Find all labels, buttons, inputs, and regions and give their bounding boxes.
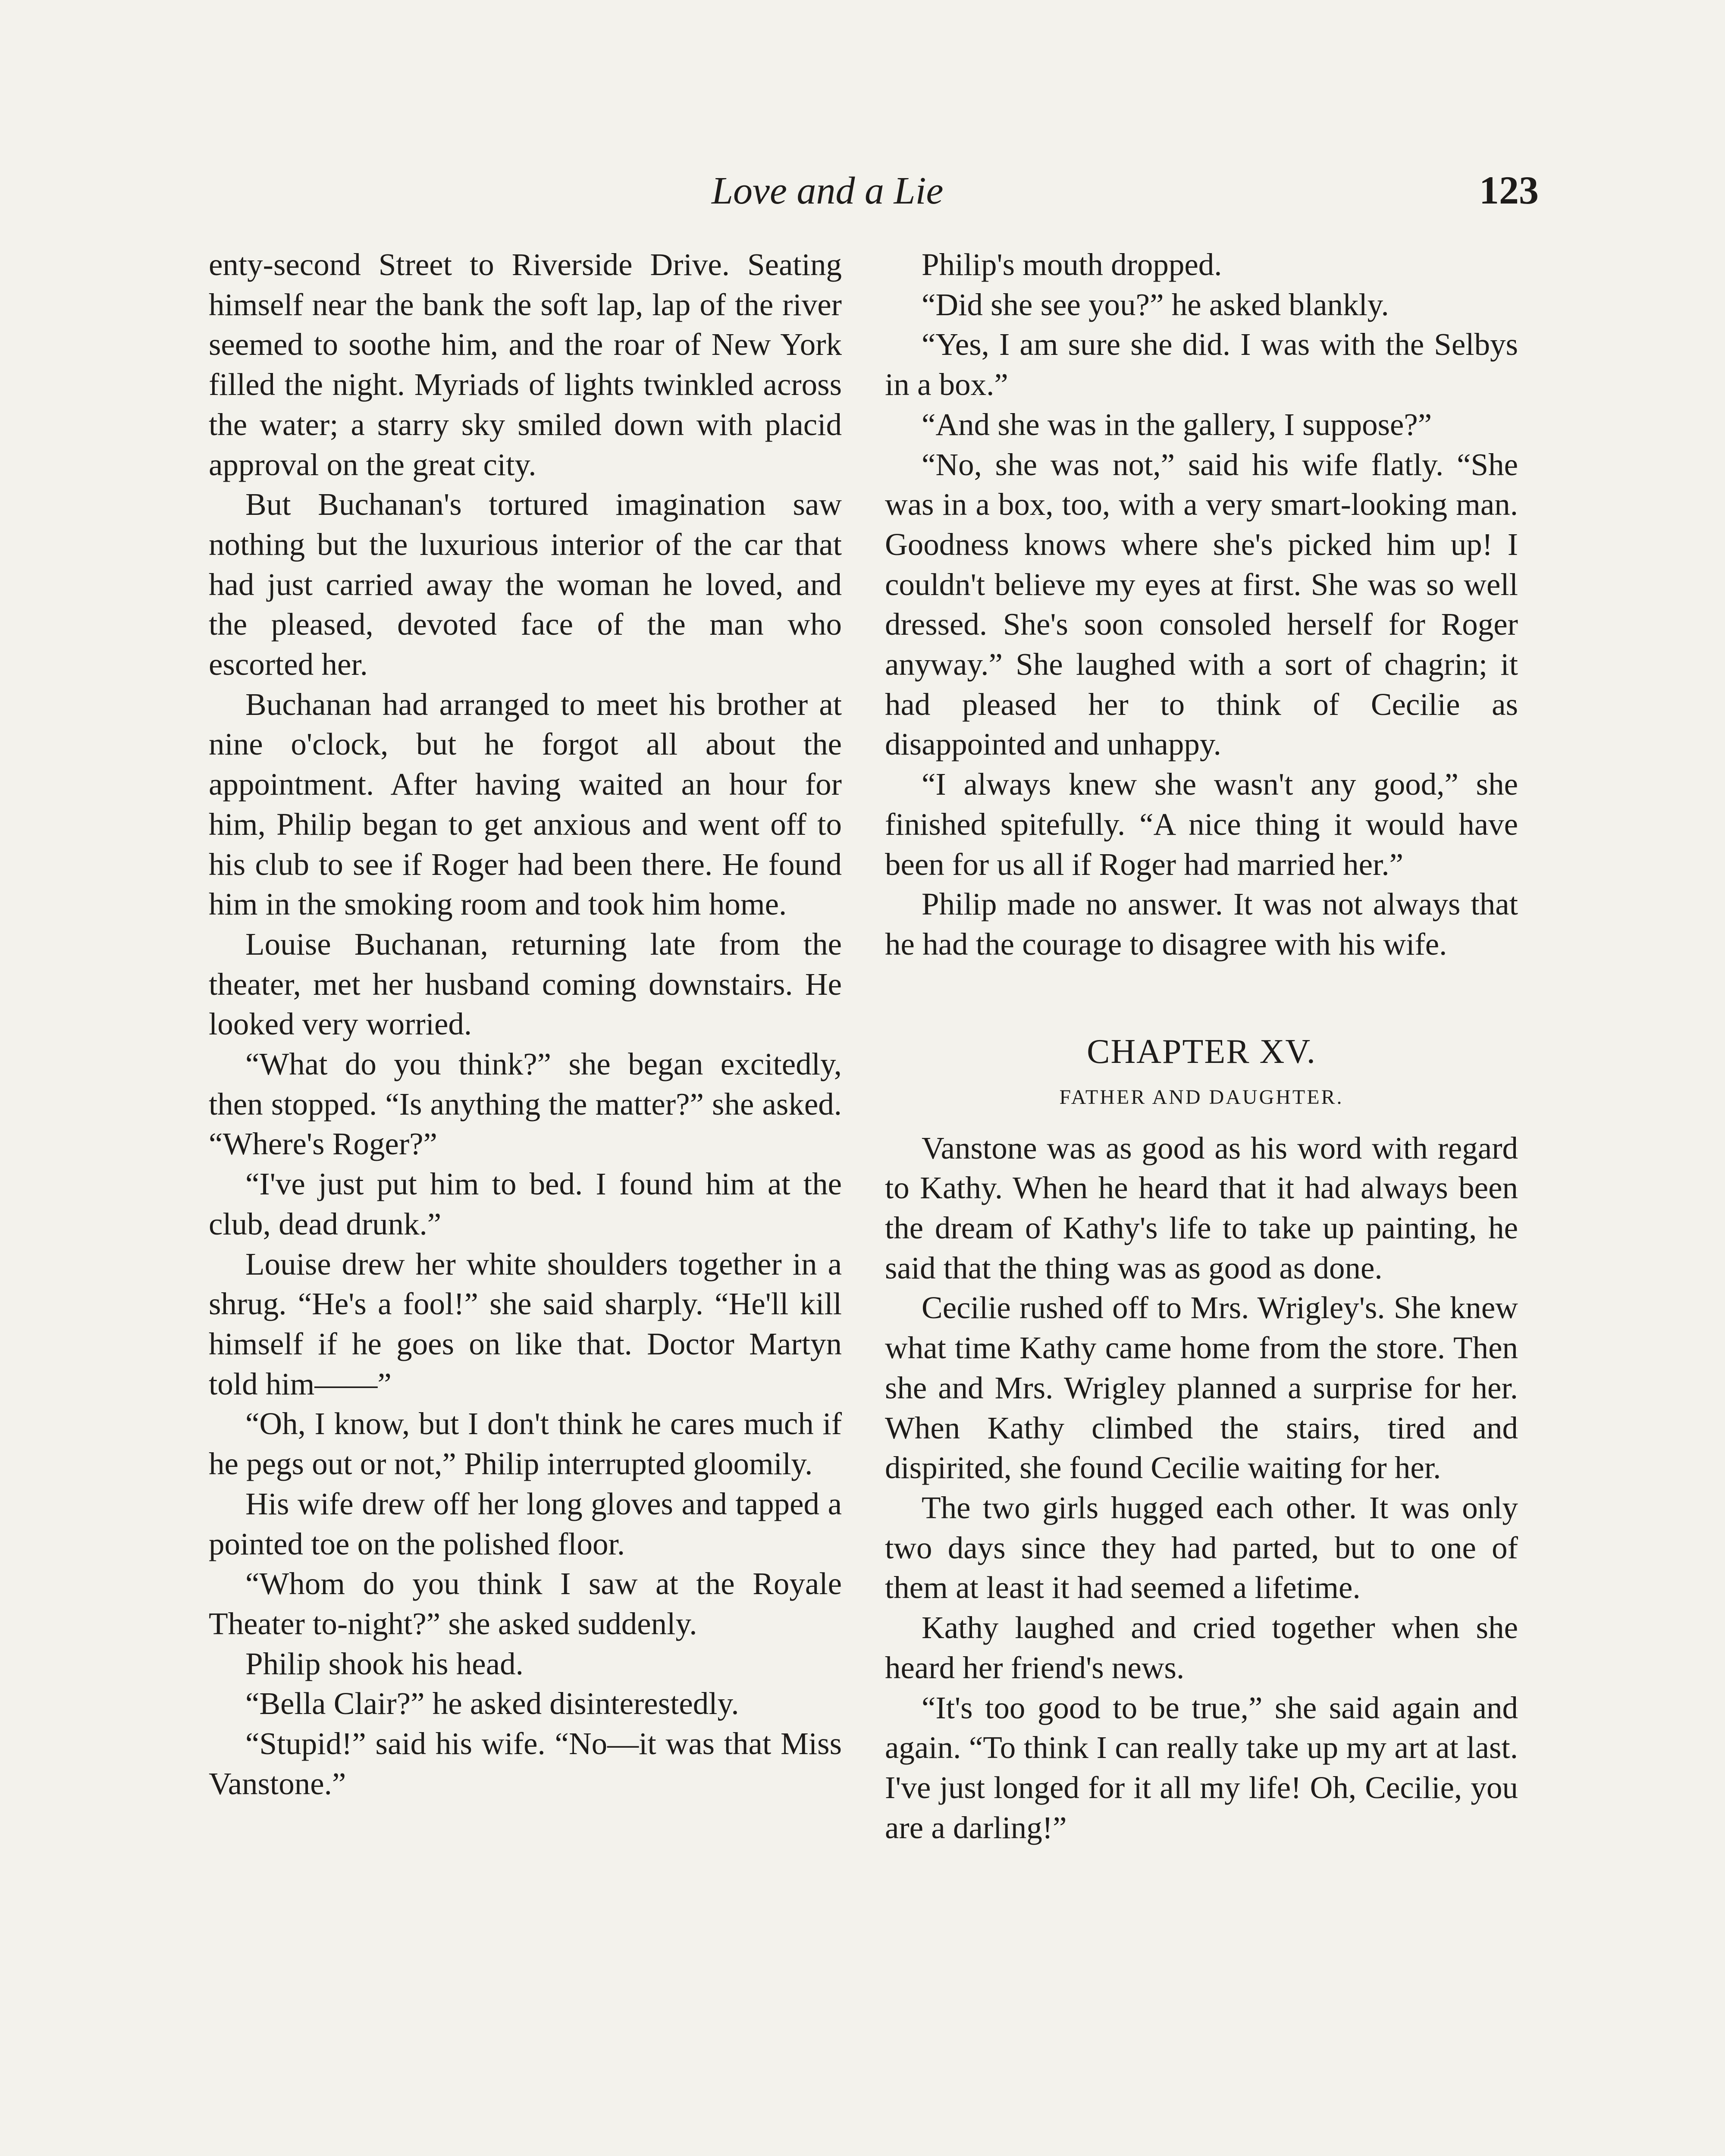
paragraph: “Yes, I am sure she did. I was with the Selbys in a box.”: [885, 327, 1518, 402]
chapter-subtitle: FATHER AND DAUGHTER.: [1059, 1085, 1344, 1109]
paragraph: Louise drew her white shoulders together in a shrug. “He's a fool!” she said sharply. “He'll kill himself if he goes on like that. Doctor Martyn told him——”: [209, 1246, 842, 1401]
paragraph: “I always knew she wasn't any good,” she finished spitefully. “A nice thing it would have been for us all if Roger had married her.”: [885, 767, 1518, 882]
paragraph: “Stupid!” said his wife. “No—it was that Miss Vanstone.”: [209, 1726, 842, 1801]
right-text-column: [885, 245, 1518, 1848]
paragraph: But Buchanan's tortured imagination saw nothing but the luxurious interior of the car that had just carried away the woman he loved, and the pleased, devoted face of the man who escorted her.: [209, 487, 842, 682]
paragraph: “Oh, I know, but I don't think he cares much if he pegs out or not,” Philip interrupted gloomily.: [209, 1406, 842, 1482]
paragraph: enty-second Street to Riverside Drive. Seating himself near the bank the soft lap, lap of the river seemed to soothe him, and the roar of New York filled the night. Myriads of lights twinkled across the water; a starry sky smiled down with placid approval on the great city.: [209, 247, 842, 482]
paragraph: “Did she see you?” he asked blankly.: [922, 287, 1389, 322]
chapter-heading: CHAPTER XV.: [1087, 1032, 1316, 1071]
left-text-column: [209, 245, 842, 1804]
paragraph: Kathy laughed and cried together when she heard her friend's news.: [885, 1610, 1518, 1685]
paragraph: “And she was in the gallery, I suppose?”: [922, 407, 1432, 442]
paragraph: Vanstone was as good as his word with regard to Kathy. When he heard that it had always been the dream of Kathy's life to take up painting, he said that the thing was as good as done.: [885, 1130, 1518, 1285]
paragraph: Cecilie rushed off to Mrs. Wrigley's. She knew what time Kathy came home from the store. Then she and Mrs. Wrigley planned a surprise for her. When Kathy climbed the stairs, tired and dispirited, she found Cecilie waiting for her.: [885, 1290, 1518, 1485]
paragraph: “No, she was not,” said his wife flatly. “She was in a box, too, with a very smart-looking man. Goodness knows where she's picked him up! I couldn't believe my eyes at first. She was so well dressed. She's soon consoled herself for Roger anyway.” She laughed with a sort of chagrin; it had pleased her to think of Cecilie as disappointed and unhappy.: [885, 447, 1518, 762]
paragraph: “I've just put him to bed. I found him at the club, dead drunk.”: [209, 1166, 842, 1241]
paragraph: Louise Buchanan, returning late from the theater, met her husband coming downstairs. He looked very worried.: [209, 926, 842, 1042]
paragraph: “It's too good to be true,” she said again and again. “To think I can really take up my art at last. I've just longed for it all my life! Oh, Cecilie, you are a darling!”: [885, 1690, 1518, 1845]
paragraph: Philip's mouth dropped.: [922, 247, 1222, 282]
paragraph: “Whom do you think I saw at the Royale Theater to-night?” she asked suddenly.: [209, 1566, 842, 1641]
running-header-title: Love and a Lie: [712, 169, 944, 212]
paragraph: The two girls hugged each other. It was only two days since they had parted, but to one of them at least it had seemed a lifetime.: [885, 1490, 1518, 1605]
paragraph: Philip made no answer. It was not always that he had the courage to disagree with his wife.: [885, 887, 1518, 962]
paragraph: Philip shook his head.: [245, 1646, 524, 1681]
paragraph: “What do you think?” she began excitedly, then stopped. “Is anything the matter?” she asked. “Where's Roger?”: [209, 1047, 842, 1162]
page-number: 123: [1479, 168, 1539, 212]
paragraph: “Bella Clair?” he asked disinterestedly.: [245, 1686, 739, 1721]
paragraph: Buchanan had arranged to meet his brother at nine o'clock, but he forgot all about the appointment. After having waited an hour for him, Philip began to get anxious and went off to his club to see if Roger had been there. He found him in the smoking room and took him home.: [209, 686, 842, 922]
paragraph: His wife drew off her long gloves and tapped a pointed toe on the polished floor.: [209, 1486, 842, 1561]
